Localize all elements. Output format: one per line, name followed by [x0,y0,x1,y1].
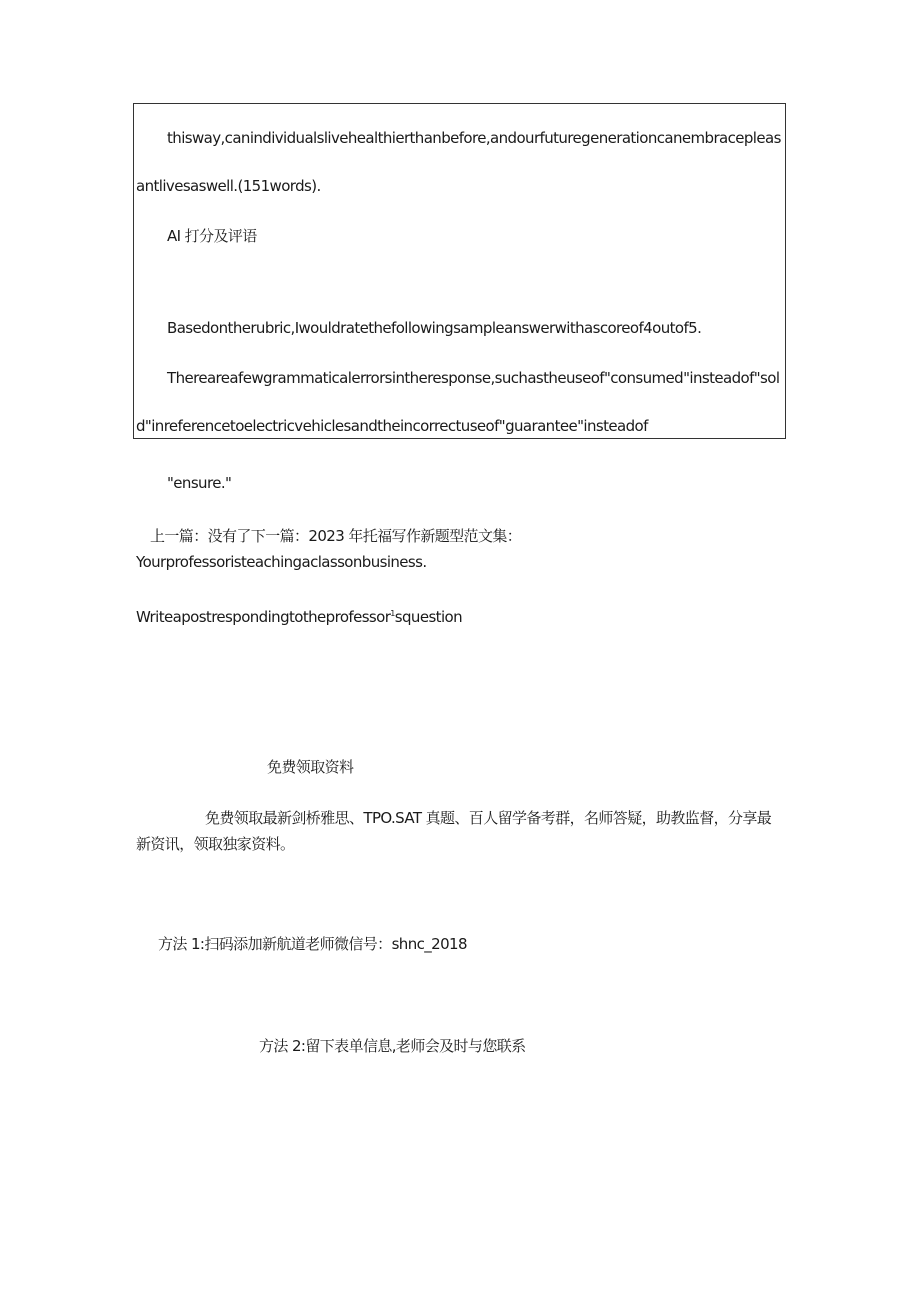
article-nav-link[interactable]: Yourprofessoristeachingaclassonbusiness. [136,553,427,571]
evaluation-text-line: Thereareafewgrammaticalerrorsintheresponse,suchastheuseof"consumed"insteadof"sol [167,369,780,387]
promo-text-line: 免费领取最新剑桥雅思、TPO.SAT 真题、百人留学备考群，名师答疑，助教监督，分享最 [205,809,772,827]
nav-text: Writeapostrespondingtotheprofessor [136,608,391,626]
promo-text-line: 新资讯，领取独家资料。 [136,835,295,853]
nav-superscript: 1 [390,609,395,618]
article-nav-link[interactable]: 上一篇：没有了下一篇：2023 年托福写作新题型范文集： [150,527,522,545]
evaluation-text-line: d"inreferencetoelectricvehiclesandtheincorrectuseof"guarantee"insteadof [136,417,648,435]
contact-method-form: 方法 2:留下表单信息,老师会及时与您联系 [259,1037,526,1055]
evaluation-text-line: Basedontherubric,Iwouldratethefollowingsampleanswerwithascoreof4outof5. [167,319,702,337]
ai-score-heading: AI 打分及评语 [167,227,257,245]
essay-text-line: thisway,canindividualslivehealthierthanbefore,andourfuturegenerationcanembracepleas [167,129,781,147]
essay-box [133,103,786,439]
nav-text: squestion [394,608,463,626]
promo-title: 免费领取资料 [267,758,354,776]
essay-text-line: antlivesaswell.(151words). [136,177,321,195]
article-nav-link[interactable] [136,604,462,627]
evaluation-text-line: "ensure." [167,474,232,492]
contact-method-wechat: 方法 1:扫码添加新航道老师微信号：shnc_2018 [158,935,467,953]
